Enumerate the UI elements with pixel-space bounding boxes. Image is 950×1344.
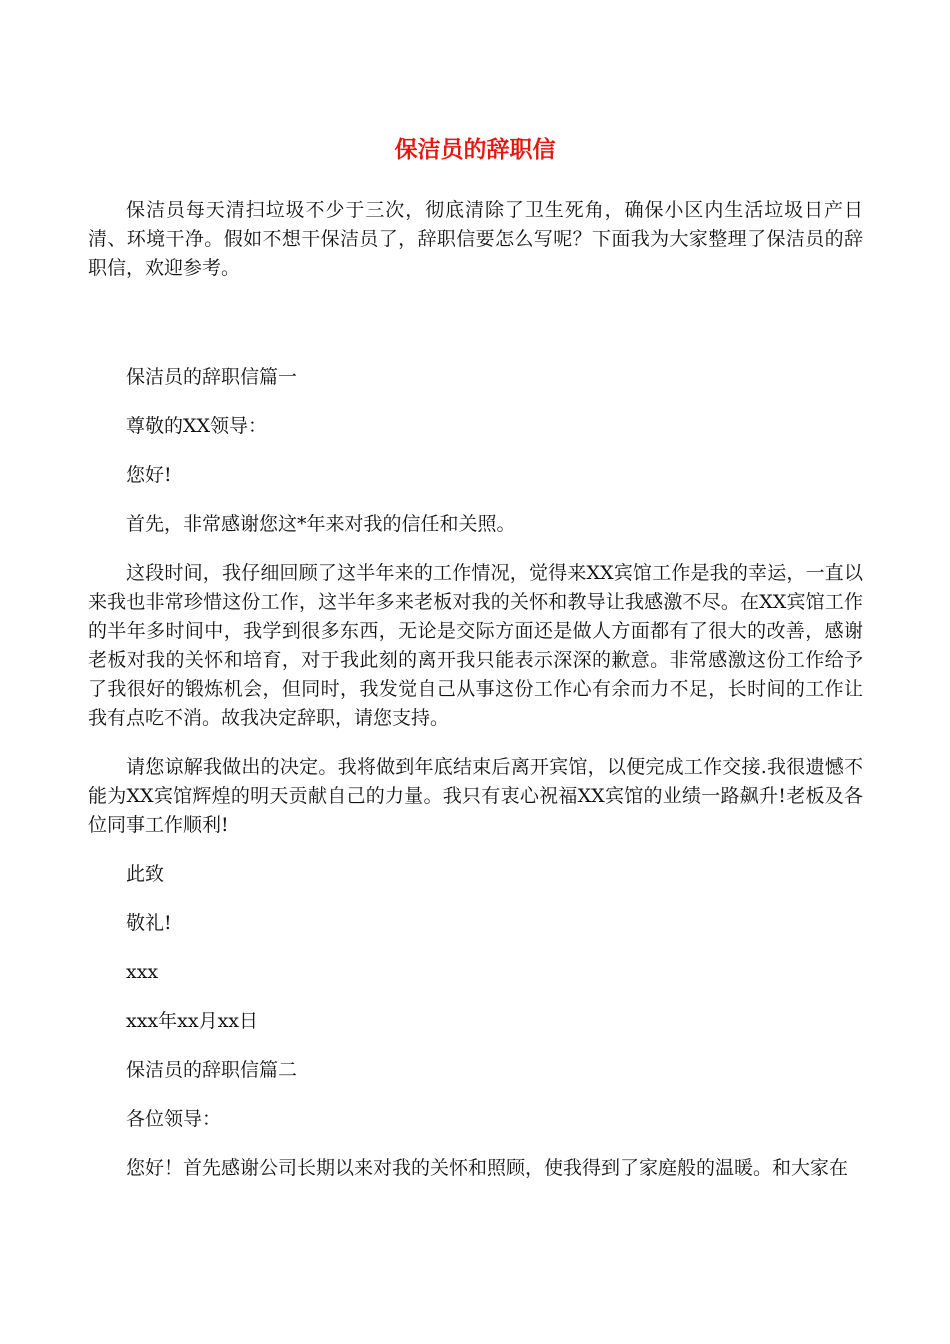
document-title: 保洁员的辞职信 <box>394 137 556 163</box>
document-body <box>88 196 863 1203</box>
closing-line: 此致 <box>126 863 165 885</box>
body-paragraph: 您好！首先感谢公司长期以来对我的关怀和照顾，使我得到了家庭般的温暖。和大家在 <box>126 1157 849 1179</box>
closing-regards: 敬礼! <box>126 912 172 934</box>
intro-paragraph: 保洁员每天清扫垃圾不少于三次，彻底清除了卫生死角，确保小区内生活垃圾日产日清、环境干净。假如不想干保洁员了，辞职信要怎么写呢？下面我为大家整理了保洁员的辞职信，欢迎参考。 <box>88 199 863 279</box>
section-heading-2: 保洁员的辞职信篇二 <box>126 1059 298 1081</box>
signature-date: xxx年xx月xx日 <box>126 1010 259 1032</box>
salutation: 尊敬的XX领导： <box>126 415 268 437</box>
section-heading-1: 保洁员的辞职信篇一 <box>126 366 298 388</box>
body-paragraph: 请您谅解我做出的决定。我将做到年底结束后离开宾馆，以便完成工作交接.我很遗憾不能为XX宾馆辉煌的明天贡献自己的力量。我只有衷心祝福XX宾馆的业绩一路飙升!老板及各位同事工作顺利! <box>88 756 863 836</box>
signature-name: xxx <box>126 961 159 983</box>
body-paragraph: 这段时间，我仔细回顾了这半年来的工作情况，觉得来XX宾馆工作是我的幸运，一直以来我也非常珍惜这份工作，这半年多来老板对我的关怀和教导让我感激不尽。在XX宾馆工作的半年多时间中，我学到很多东西，无论是交际方面还是做人方面都有了很大的改善，感谢老板对我的关怀和培育，对于我此刻的离开我只能表示深深的歉意。非常感激这份工作给予了我很好的锻炼机会，但同时，我发觉自己从事这份工作心有余而力不足，长时间的工作让我有点吃不消。故我决定辞职，请您支持。 <box>88 562 863 729</box>
body-paragraph: 首先，非常感谢您这*年来对我的信任和关照。 <box>126 513 516 535</box>
greeting: 您好! <box>126 464 172 486</box>
salutation: 各位领导： <box>126 1108 222 1130</box>
